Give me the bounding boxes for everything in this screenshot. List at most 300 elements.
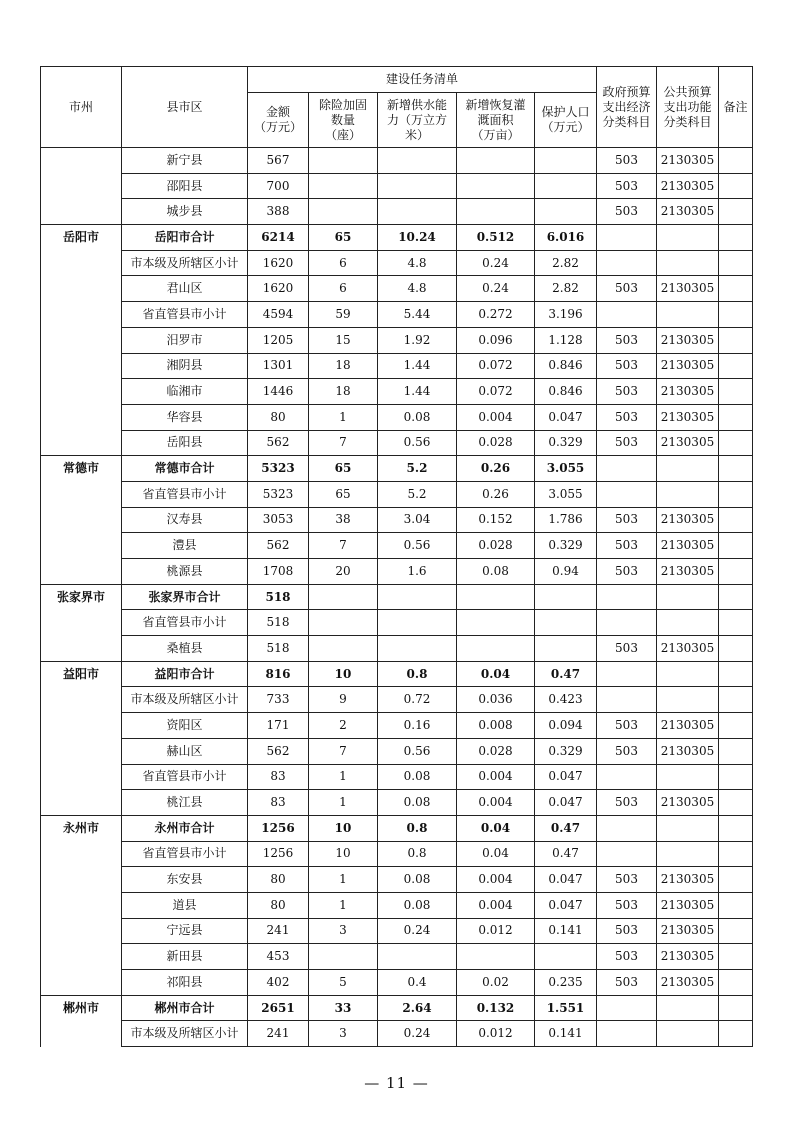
reinforce-cell: 3 xyxy=(309,1021,378,1047)
amount-cell: 80 xyxy=(248,892,309,918)
water-cell: 5.2 xyxy=(378,481,457,507)
county-cell: 东安县 xyxy=(122,867,248,893)
population-cell: 0.47 xyxy=(535,815,597,841)
notes-cell xyxy=(719,481,753,507)
population-cell: 0.329 xyxy=(535,533,597,559)
econ-code-cell xyxy=(597,302,657,328)
city-cell xyxy=(41,1021,122,1047)
func-code-cell xyxy=(657,1021,719,1047)
reinforce-cell xyxy=(309,944,378,970)
irrigation-cell xyxy=(457,148,535,174)
reinforce-cell: 18 xyxy=(309,379,378,405)
reinforce-cell: 2 xyxy=(309,713,378,739)
func-code-cell: 2130305 xyxy=(657,713,719,739)
city-cell: 常德市 xyxy=(41,456,122,482)
notes-cell xyxy=(719,738,753,764)
econ-code-cell xyxy=(597,764,657,790)
population-cell xyxy=(535,636,597,662)
econ-code-cell: 503 xyxy=(597,713,657,739)
water-cell: 0.56 xyxy=(378,430,457,456)
econ-code-cell: 503 xyxy=(597,276,657,302)
econ-code-cell: 503 xyxy=(597,867,657,893)
city-cell xyxy=(41,687,122,713)
econ-code-cell: 503 xyxy=(597,533,657,559)
reinforce-cell: 1 xyxy=(309,867,378,893)
func-code-cell xyxy=(657,995,719,1021)
county-cell: 汉寿县 xyxy=(122,507,248,533)
amount-cell: 562 xyxy=(248,738,309,764)
reinforce-cell xyxy=(309,199,378,225)
table-row xyxy=(41,970,753,996)
amount-cell: 1446 xyxy=(248,379,309,405)
table-row xyxy=(41,199,753,225)
table-row xyxy=(41,815,753,841)
table-row xyxy=(41,841,753,867)
func-code-cell xyxy=(657,687,719,713)
city-cell xyxy=(41,327,122,353)
notes-cell xyxy=(719,764,753,790)
table-row xyxy=(41,353,753,379)
population-cell: 0.047 xyxy=(535,790,597,816)
table-row xyxy=(41,995,753,1021)
header-county: 县市区 xyxy=(122,67,248,148)
city-cell xyxy=(41,173,122,199)
water-cell: 0.16 xyxy=(378,713,457,739)
table-row xyxy=(41,738,753,764)
city-cell xyxy=(41,764,122,790)
table-row xyxy=(41,713,753,739)
county-cell: 赫山区 xyxy=(122,738,248,764)
notes-cell xyxy=(719,250,753,276)
irrigation-cell: 0.02 xyxy=(457,970,535,996)
table-body xyxy=(41,148,753,1047)
city-cell xyxy=(41,353,122,379)
reinforce-cell: 59 xyxy=(309,302,378,328)
county-cell: 桃江县 xyxy=(122,790,248,816)
water-cell xyxy=(378,173,457,199)
amount-cell: 5323 xyxy=(248,481,309,507)
amount-cell: 1620 xyxy=(248,276,309,302)
amount-cell: 700 xyxy=(248,173,309,199)
notes-cell xyxy=(719,661,753,687)
water-cell: 4.8 xyxy=(378,250,457,276)
amount-cell: 816 xyxy=(248,661,309,687)
construction-task-table xyxy=(40,66,753,1047)
water-cell xyxy=(378,199,457,225)
population-cell: 3.055 xyxy=(535,481,597,507)
table-row xyxy=(41,764,753,790)
table-row xyxy=(41,867,753,893)
water-cell xyxy=(378,944,457,970)
city-cell xyxy=(41,533,122,559)
irrigation-cell: 0.512 xyxy=(457,225,535,251)
econ-code-cell xyxy=(597,661,657,687)
water-cell: 10.24 xyxy=(378,225,457,251)
water-cell: 5.44 xyxy=(378,302,457,328)
irrigation-cell xyxy=(457,636,535,662)
reinforce-cell: 65 xyxy=(309,481,378,507)
county-cell: 华容县 xyxy=(122,404,248,430)
city-cell xyxy=(41,970,122,996)
econ-code-cell: 503 xyxy=(597,199,657,225)
header-reinforce: 除险加固 数量 （座） xyxy=(309,93,378,148)
amount-cell: 567 xyxy=(248,148,309,174)
header-tasks-title: 建设任务清单 xyxy=(248,67,597,93)
table-row xyxy=(41,404,753,430)
irrigation-cell: 0.04 xyxy=(457,815,535,841)
water-cell xyxy=(378,148,457,174)
func-code-cell: 2130305 xyxy=(657,738,719,764)
water-cell: 2.64 xyxy=(378,995,457,1021)
irrigation-cell: 0.012 xyxy=(457,1021,535,1047)
county-cell: 岳阳县 xyxy=(122,430,248,456)
reinforce-cell: 10 xyxy=(309,841,378,867)
econ-code-cell xyxy=(597,995,657,1021)
city-cell xyxy=(41,713,122,739)
func-code-cell: 2130305 xyxy=(657,892,719,918)
irrigation-cell: 0.004 xyxy=(457,790,535,816)
irrigation-cell: 0.028 xyxy=(457,430,535,456)
population-cell: 3.055 xyxy=(535,456,597,482)
county-cell: 汨罗市 xyxy=(122,327,248,353)
reinforce-cell: 1 xyxy=(309,764,378,790)
amount-cell: 80 xyxy=(248,404,309,430)
func-code-cell: 2130305 xyxy=(657,148,719,174)
population-cell xyxy=(535,584,597,610)
irrigation-cell: 0.272 xyxy=(457,302,535,328)
func-code-cell xyxy=(657,481,719,507)
func-code-cell: 2130305 xyxy=(657,559,719,585)
func-code-cell: 2130305 xyxy=(657,533,719,559)
func-code-cell: 2130305 xyxy=(657,404,719,430)
table-row xyxy=(41,507,753,533)
notes-cell xyxy=(719,790,753,816)
city-cell xyxy=(41,250,122,276)
population-cell: 0.423 xyxy=(535,687,597,713)
table-row xyxy=(41,225,753,251)
city-cell: 张家界市 xyxy=(41,584,122,610)
table-row xyxy=(41,379,753,405)
notes-cell xyxy=(719,944,753,970)
water-cell: 0.08 xyxy=(378,867,457,893)
func-code-cell xyxy=(657,661,719,687)
county-cell: 省直管县市小计 xyxy=(122,764,248,790)
func-code-cell: 2130305 xyxy=(657,918,719,944)
irrigation-cell: 0.072 xyxy=(457,353,535,379)
func-code-cell: 2130305 xyxy=(657,353,719,379)
amount-cell: 1256 xyxy=(248,815,309,841)
table-row xyxy=(41,456,753,482)
reinforce-cell: 9 xyxy=(309,687,378,713)
reinforce-cell: 15 xyxy=(309,327,378,353)
econ-code-cell xyxy=(597,250,657,276)
page-number: — 11 — xyxy=(364,1074,429,1092)
irrigation-cell xyxy=(457,173,535,199)
func-code-cell: 2130305 xyxy=(657,790,719,816)
water-cell: 0.8 xyxy=(378,661,457,687)
header-gov-budget: 政府预算 支出经济 分类科目 xyxy=(597,67,657,148)
econ-code-cell xyxy=(597,1021,657,1047)
county-cell: 岳阳市合计 xyxy=(122,225,248,251)
header-irrigation: 新增恢复灌 溉面积 （万亩） xyxy=(457,93,535,148)
county-cell: 省直管县市小计 xyxy=(122,481,248,507)
county-cell: 省直管县市小计 xyxy=(122,302,248,328)
county-cell: 君山区 xyxy=(122,276,248,302)
irrigation-cell: 0.152 xyxy=(457,507,535,533)
population-cell: 0.047 xyxy=(535,892,597,918)
population-cell: 3.196 xyxy=(535,302,597,328)
table-row xyxy=(41,533,753,559)
irrigation-cell: 0.028 xyxy=(457,533,535,559)
func-code-cell: 2130305 xyxy=(657,379,719,405)
notes-cell xyxy=(719,456,753,482)
amount-cell: 4594 xyxy=(248,302,309,328)
water-cell: 0.08 xyxy=(378,892,457,918)
amount-cell: 5323 xyxy=(248,456,309,482)
econ-code-cell: 503 xyxy=(597,507,657,533)
city-cell xyxy=(41,790,122,816)
irrigation-cell xyxy=(457,610,535,636)
econ-code-cell: 503 xyxy=(597,918,657,944)
reinforce-cell: 7 xyxy=(309,430,378,456)
econ-code-cell xyxy=(597,687,657,713)
table-row xyxy=(41,918,753,944)
irrigation-cell xyxy=(457,944,535,970)
table-row xyxy=(41,610,753,636)
reinforce-cell: 1 xyxy=(309,892,378,918)
reinforce-cell: 33 xyxy=(309,995,378,1021)
table-row xyxy=(41,790,753,816)
amount-cell: 402 xyxy=(248,970,309,996)
water-cell xyxy=(378,584,457,610)
func-code-cell xyxy=(657,225,719,251)
irrigation-cell: 0.08 xyxy=(457,559,535,585)
econ-code-cell xyxy=(597,610,657,636)
population-cell: 0.47 xyxy=(535,841,597,867)
amount-cell: 241 xyxy=(248,1021,309,1047)
irrigation-cell xyxy=(457,199,535,225)
table-row xyxy=(41,661,753,687)
notes-cell xyxy=(719,687,753,713)
water-cell: 0.72 xyxy=(378,687,457,713)
water-cell: 0.4 xyxy=(378,970,457,996)
amount-cell: 733 xyxy=(248,687,309,713)
econ-code-cell: 503 xyxy=(597,636,657,662)
econ-code-cell: 503 xyxy=(597,430,657,456)
econ-code-cell: 503 xyxy=(597,970,657,996)
table-row xyxy=(41,944,753,970)
func-code-cell: 2130305 xyxy=(657,507,719,533)
water-cell: 0.08 xyxy=(378,790,457,816)
reinforce-cell: 5 xyxy=(309,970,378,996)
notes-cell xyxy=(719,302,753,328)
table-row xyxy=(41,584,753,610)
table-row xyxy=(41,430,753,456)
func-code-cell xyxy=(657,764,719,790)
amount-cell: 1708 xyxy=(248,559,309,585)
county-cell: 张家界市合计 xyxy=(122,584,248,610)
table-row xyxy=(41,636,753,662)
econ-code-cell: 503 xyxy=(597,327,657,353)
county-cell: 桃源县 xyxy=(122,559,248,585)
notes-cell xyxy=(719,148,753,174)
reinforce-cell: 10 xyxy=(309,815,378,841)
county-cell: 永州市合计 xyxy=(122,815,248,841)
econ-code-cell xyxy=(597,841,657,867)
water-cell: 5.2 xyxy=(378,456,457,482)
table-row xyxy=(41,892,753,918)
water-cell: 0.8 xyxy=(378,815,457,841)
water-cell: 1.44 xyxy=(378,353,457,379)
county-cell: 临湘市 xyxy=(122,379,248,405)
amount-cell: 80 xyxy=(248,867,309,893)
county-cell: 城步县 xyxy=(122,199,248,225)
city-cell xyxy=(41,199,122,225)
notes-cell xyxy=(719,379,753,405)
reinforce-cell: 20 xyxy=(309,559,378,585)
func-code-cell xyxy=(657,584,719,610)
notes-cell xyxy=(719,584,753,610)
population-cell: 2.82 xyxy=(535,276,597,302)
amount-cell: 171 xyxy=(248,713,309,739)
reinforce-cell: 7 xyxy=(309,533,378,559)
econ-code-cell: 503 xyxy=(597,738,657,764)
header-public-budget: 公共预算 支出功能 分类科目 xyxy=(657,67,719,148)
notes-cell xyxy=(719,892,753,918)
header-water: 新增供水能 力（万立方 米） xyxy=(378,93,457,148)
city-cell xyxy=(41,841,122,867)
reinforce-cell: 3 xyxy=(309,918,378,944)
notes-cell xyxy=(719,225,753,251)
city-cell xyxy=(41,404,122,430)
table-row xyxy=(41,250,753,276)
water-cell: 3.04 xyxy=(378,507,457,533)
amount-cell: 83 xyxy=(248,764,309,790)
county-cell: 邵阳县 xyxy=(122,173,248,199)
reinforce-cell xyxy=(309,636,378,662)
irrigation-cell: 0.132 xyxy=(457,995,535,1021)
city-cell: 岳阳市 xyxy=(41,225,122,251)
notes-cell xyxy=(719,327,753,353)
amount-cell: 518 xyxy=(248,584,309,610)
population-cell xyxy=(535,610,597,636)
table-row xyxy=(41,687,753,713)
population-cell xyxy=(535,944,597,970)
irrigation-cell: 0.24 xyxy=(457,250,535,276)
notes-cell xyxy=(719,559,753,585)
county-cell: 宁远县 xyxy=(122,918,248,944)
table-row xyxy=(41,148,753,174)
reinforce-cell xyxy=(309,610,378,636)
reinforce-cell: 1 xyxy=(309,790,378,816)
notes-cell xyxy=(719,173,753,199)
city-cell xyxy=(41,302,122,328)
notes-cell xyxy=(719,636,753,662)
water-cell: 0.08 xyxy=(378,404,457,430)
county-cell: 市本级及所辖区小计 xyxy=(122,687,248,713)
notes-cell xyxy=(719,970,753,996)
county-cell: 资阳区 xyxy=(122,713,248,739)
amount-cell: 83 xyxy=(248,790,309,816)
amount-cell: 6214 xyxy=(248,225,309,251)
county-cell: 澧县 xyxy=(122,533,248,559)
county-cell: 市本级及所辖区小计 xyxy=(122,1021,248,1047)
func-code-cell: 2130305 xyxy=(657,327,719,353)
population-cell: 1.128 xyxy=(535,327,597,353)
econ-code-cell: 503 xyxy=(597,559,657,585)
reinforce-cell: 6 xyxy=(309,250,378,276)
population-cell: 0.94 xyxy=(535,559,597,585)
func-code-cell: 2130305 xyxy=(657,867,719,893)
city-cell xyxy=(41,892,122,918)
amount-cell: 241 xyxy=(248,918,309,944)
econ-code-cell xyxy=(597,815,657,841)
irrigation-cell: 0.04 xyxy=(457,841,535,867)
notes-cell xyxy=(719,815,753,841)
func-code-cell: 2130305 xyxy=(657,430,719,456)
city-cell xyxy=(41,559,122,585)
func-code-cell xyxy=(657,610,719,636)
city-cell xyxy=(41,379,122,405)
county-cell: 益阳市合计 xyxy=(122,661,248,687)
water-cell: 0.8 xyxy=(378,841,457,867)
irrigation-cell: 0.096 xyxy=(457,327,535,353)
table-row xyxy=(41,1021,753,1047)
notes-cell xyxy=(719,430,753,456)
population-cell xyxy=(535,199,597,225)
water-cell xyxy=(378,636,457,662)
population-cell: 0.846 xyxy=(535,379,597,405)
water-cell: 0.56 xyxy=(378,533,457,559)
notes-cell xyxy=(719,199,753,225)
notes-cell xyxy=(719,507,753,533)
irrigation-cell: 0.008 xyxy=(457,713,535,739)
irrigation-cell xyxy=(457,584,535,610)
city-cell xyxy=(41,148,122,174)
table-row xyxy=(41,327,753,353)
county-cell: 省直管县市小计 xyxy=(122,841,248,867)
population-cell: 2.82 xyxy=(535,250,597,276)
notes-cell xyxy=(719,713,753,739)
population-cell: 0.141 xyxy=(535,1021,597,1047)
county-cell: 桑植县 xyxy=(122,636,248,662)
notes-cell xyxy=(719,1021,753,1047)
notes-cell xyxy=(719,918,753,944)
population-cell: 0.47 xyxy=(535,661,597,687)
econ-code-cell xyxy=(597,481,657,507)
amount-cell: 1620 xyxy=(248,250,309,276)
water-cell: 0.24 xyxy=(378,918,457,944)
header-city: 市州 xyxy=(41,67,122,148)
func-code-cell: 2130305 xyxy=(657,970,719,996)
reinforce-cell: 65 xyxy=(309,225,378,251)
city-cell: 永州市 xyxy=(41,815,122,841)
city-cell xyxy=(41,867,122,893)
population-cell: 0.047 xyxy=(535,404,597,430)
header-population: 保护人口 （万元） xyxy=(535,93,597,148)
notes-cell xyxy=(719,610,753,636)
reinforce-cell xyxy=(309,173,378,199)
irrigation-cell: 0.004 xyxy=(457,764,535,790)
amount-cell: 562 xyxy=(248,430,309,456)
amount-cell: 1301 xyxy=(248,353,309,379)
reinforce-cell: 65 xyxy=(309,456,378,482)
notes-cell xyxy=(719,841,753,867)
amount-cell: 3053 xyxy=(248,507,309,533)
irrigation-cell: 0.036 xyxy=(457,687,535,713)
city-cell xyxy=(41,738,122,764)
population-cell: 6.016 xyxy=(535,225,597,251)
